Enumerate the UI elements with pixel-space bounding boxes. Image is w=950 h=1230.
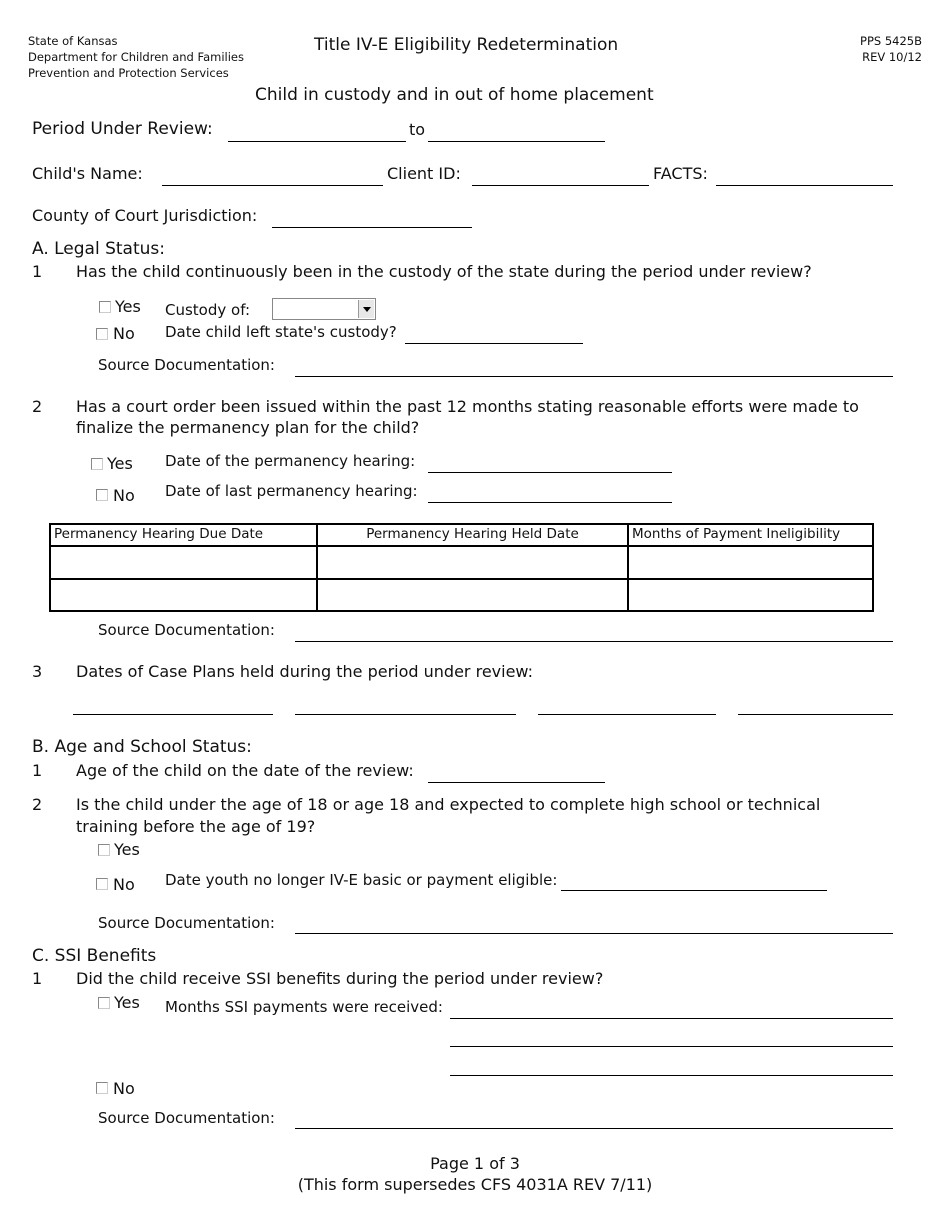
date-last-permanency-label: Date of last permanency hearing: xyxy=(165,482,418,500)
column-header: Months of Payment Ineligibility xyxy=(628,524,873,546)
agency-line: State of Kansas xyxy=(28,34,118,48)
months-ssi-field[interactable] xyxy=(450,1018,893,1019)
yes-label: Yes xyxy=(107,454,133,473)
months-ssi-label: Months SSI payments were received: xyxy=(165,998,443,1016)
source-documentation-label: Source Documentation: xyxy=(98,621,275,639)
section-b-heading: B. Age and School Status: xyxy=(32,737,252,757)
question-number: 3 xyxy=(32,662,43,681)
case-plan-date-field[interactable] xyxy=(738,714,893,715)
case-plan-date-field[interactable] xyxy=(538,714,716,715)
section-a-q3-text: Dates of Case Plans held during the period under review: xyxy=(76,662,534,681)
form-subtitle: Child in custody and in out of home placement xyxy=(255,85,654,105)
section-b-q2-line2: training before the age of 19? xyxy=(76,817,316,836)
permanency-table xyxy=(49,523,874,612)
table-cell[interactable] xyxy=(317,546,628,579)
agency-block xyxy=(28,33,244,81)
section-c-heading: C. SSI Benefits xyxy=(32,946,157,966)
form-number-block xyxy=(860,33,922,65)
section-c-q1-text: Did the child receive SSI benefits during the period under review? xyxy=(76,969,604,988)
case-plan-date-field[interactable] xyxy=(295,714,516,715)
months-ssi-field[interactable] xyxy=(450,1075,893,1076)
form-number: PPS 5425B xyxy=(860,34,922,48)
source-documentation-label: Source Documentation: xyxy=(98,1109,275,1127)
permanency-yes-checkbox[interactable] xyxy=(91,458,103,470)
custody-of-label: Custody of: xyxy=(165,301,250,319)
no-label: No xyxy=(113,875,135,894)
source-documentation-field[interactable] xyxy=(295,641,893,642)
supersedes-note: (This form supersedes CFS 4031A REV 7/11) xyxy=(297,1175,653,1194)
date-permanency-field[interactable] xyxy=(428,472,672,473)
date-left-custody-field[interactable] xyxy=(405,343,583,344)
date-left-custody-label: Date child left state's custody? xyxy=(165,323,397,341)
facts-field[interactable] xyxy=(716,185,893,186)
ssi-no-checkbox[interactable] xyxy=(96,1082,108,1094)
case-plan-date-field[interactable] xyxy=(73,714,273,715)
question-number: 1 xyxy=(32,969,43,988)
age-no-checkbox[interactable] xyxy=(96,878,108,890)
child-name-field[interactable] xyxy=(162,185,383,186)
custody-yes-checkbox[interactable] xyxy=(99,301,111,313)
question-number: 2 xyxy=(32,397,43,416)
table-cell[interactable] xyxy=(317,579,628,612)
yes-label: Yes xyxy=(115,297,141,316)
form-title: Title IV-E Eligibility Redetermination xyxy=(314,35,619,55)
county-label: County of Court Jurisdiction: xyxy=(32,206,258,225)
period-start-field[interactable] xyxy=(228,141,406,142)
form-revision: REV 10/12 xyxy=(862,50,922,64)
agency-line: Department for Children and Families xyxy=(28,50,244,64)
facts-label: FACTS: xyxy=(653,164,708,183)
section-a-q1-text: Has the child continuously been in the custody of the state during the period under review? xyxy=(76,262,812,281)
column-header: Permanency Hearing Held Date xyxy=(317,524,628,546)
table-cell[interactable] xyxy=(628,579,873,612)
no-label: No xyxy=(113,324,135,343)
question-number: 1 xyxy=(32,761,43,780)
table-row xyxy=(50,546,873,579)
county-field[interactable] xyxy=(272,227,472,228)
chevron-down-icon xyxy=(363,307,371,312)
table-cell[interactable] xyxy=(50,546,317,579)
source-documentation-field[interactable] xyxy=(295,376,893,377)
table-cell[interactable] xyxy=(50,579,317,612)
no-label: No xyxy=(113,1079,135,1098)
client-id-field[interactable] xyxy=(472,185,649,186)
page-number: Page 1 of 3 xyxy=(430,1154,520,1173)
date-youth-label: Date youth no longer IV-E basic or payment eligible: xyxy=(165,871,558,889)
custody-of-select[interactable] xyxy=(272,298,376,320)
table-row xyxy=(50,579,873,612)
source-documentation-field[interactable] xyxy=(295,1128,893,1129)
section-b-q1-text: Age of the child on the date of the review: xyxy=(76,761,414,780)
source-documentation-field[interactable] xyxy=(295,933,893,934)
client-id-label: Client ID: xyxy=(387,164,461,183)
permanency-no-checkbox[interactable] xyxy=(96,489,108,501)
source-documentation-label: Source Documentation: xyxy=(98,356,275,374)
period-label: Period Under Review: xyxy=(32,119,213,139)
dropdown-button[interactable] xyxy=(358,300,374,318)
section-a-heading: A. Legal Status: xyxy=(32,239,166,259)
source-documentation-label: Source Documentation: xyxy=(98,914,275,932)
yes-label: Yes xyxy=(114,840,140,859)
custody-no-checkbox[interactable] xyxy=(96,328,108,340)
ssi-yes-checkbox[interactable] xyxy=(98,997,110,1009)
question-number: 2 xyxy=(32,795,43,814)
section-a-q2-line2: finalize the permanency plan for the child? xyxy=(76,418,420,437)
column-header: Permanency Hearing Due Date xyxy=(50,524,317,546)
period-end-field[interactable] xyxy=(428,141,605,142)
child-name-label: Child's Name: xyxy=(32,164,143,183)
months-ssi-field[interactable] xyxy=(450,1046,893,1047)
question-number: 1 xyxy=(32,262,43,281)
table-cell[interactable] xyxy=(628,546,873,579)
date-permanency-label: Date of the permanency hearing: xyxy=(165,452,416,470)
section-b-q2-line1: Is the child under the age of 18 or age 18 and expected to complete high school or technical xyxy=(76,795,821,814)
to-label: to xyxy=(409,120,426,139)
date-last-permanency-field[interactable] xyxy=(428,502,672,503)
date-youth-field[interactable] xyxy=(561,890,827,891)
child-age-field[interactable] xyxy=(428,782,605,783)
agency-line: Prevention and Protection Services xyxy=(28,66,229,80)
age-yes-checkbox[interactable] xyxy=(98,844,110,856)
yes-label: Yes xyxy=(114,993,140,1012)
section-a-q2-line1: Has a court order been issued within the past 12 months stating reasonable efforts were made to xyxy=(76,397,859,416)
no-label: No xyxy=(113,486,135,505)
